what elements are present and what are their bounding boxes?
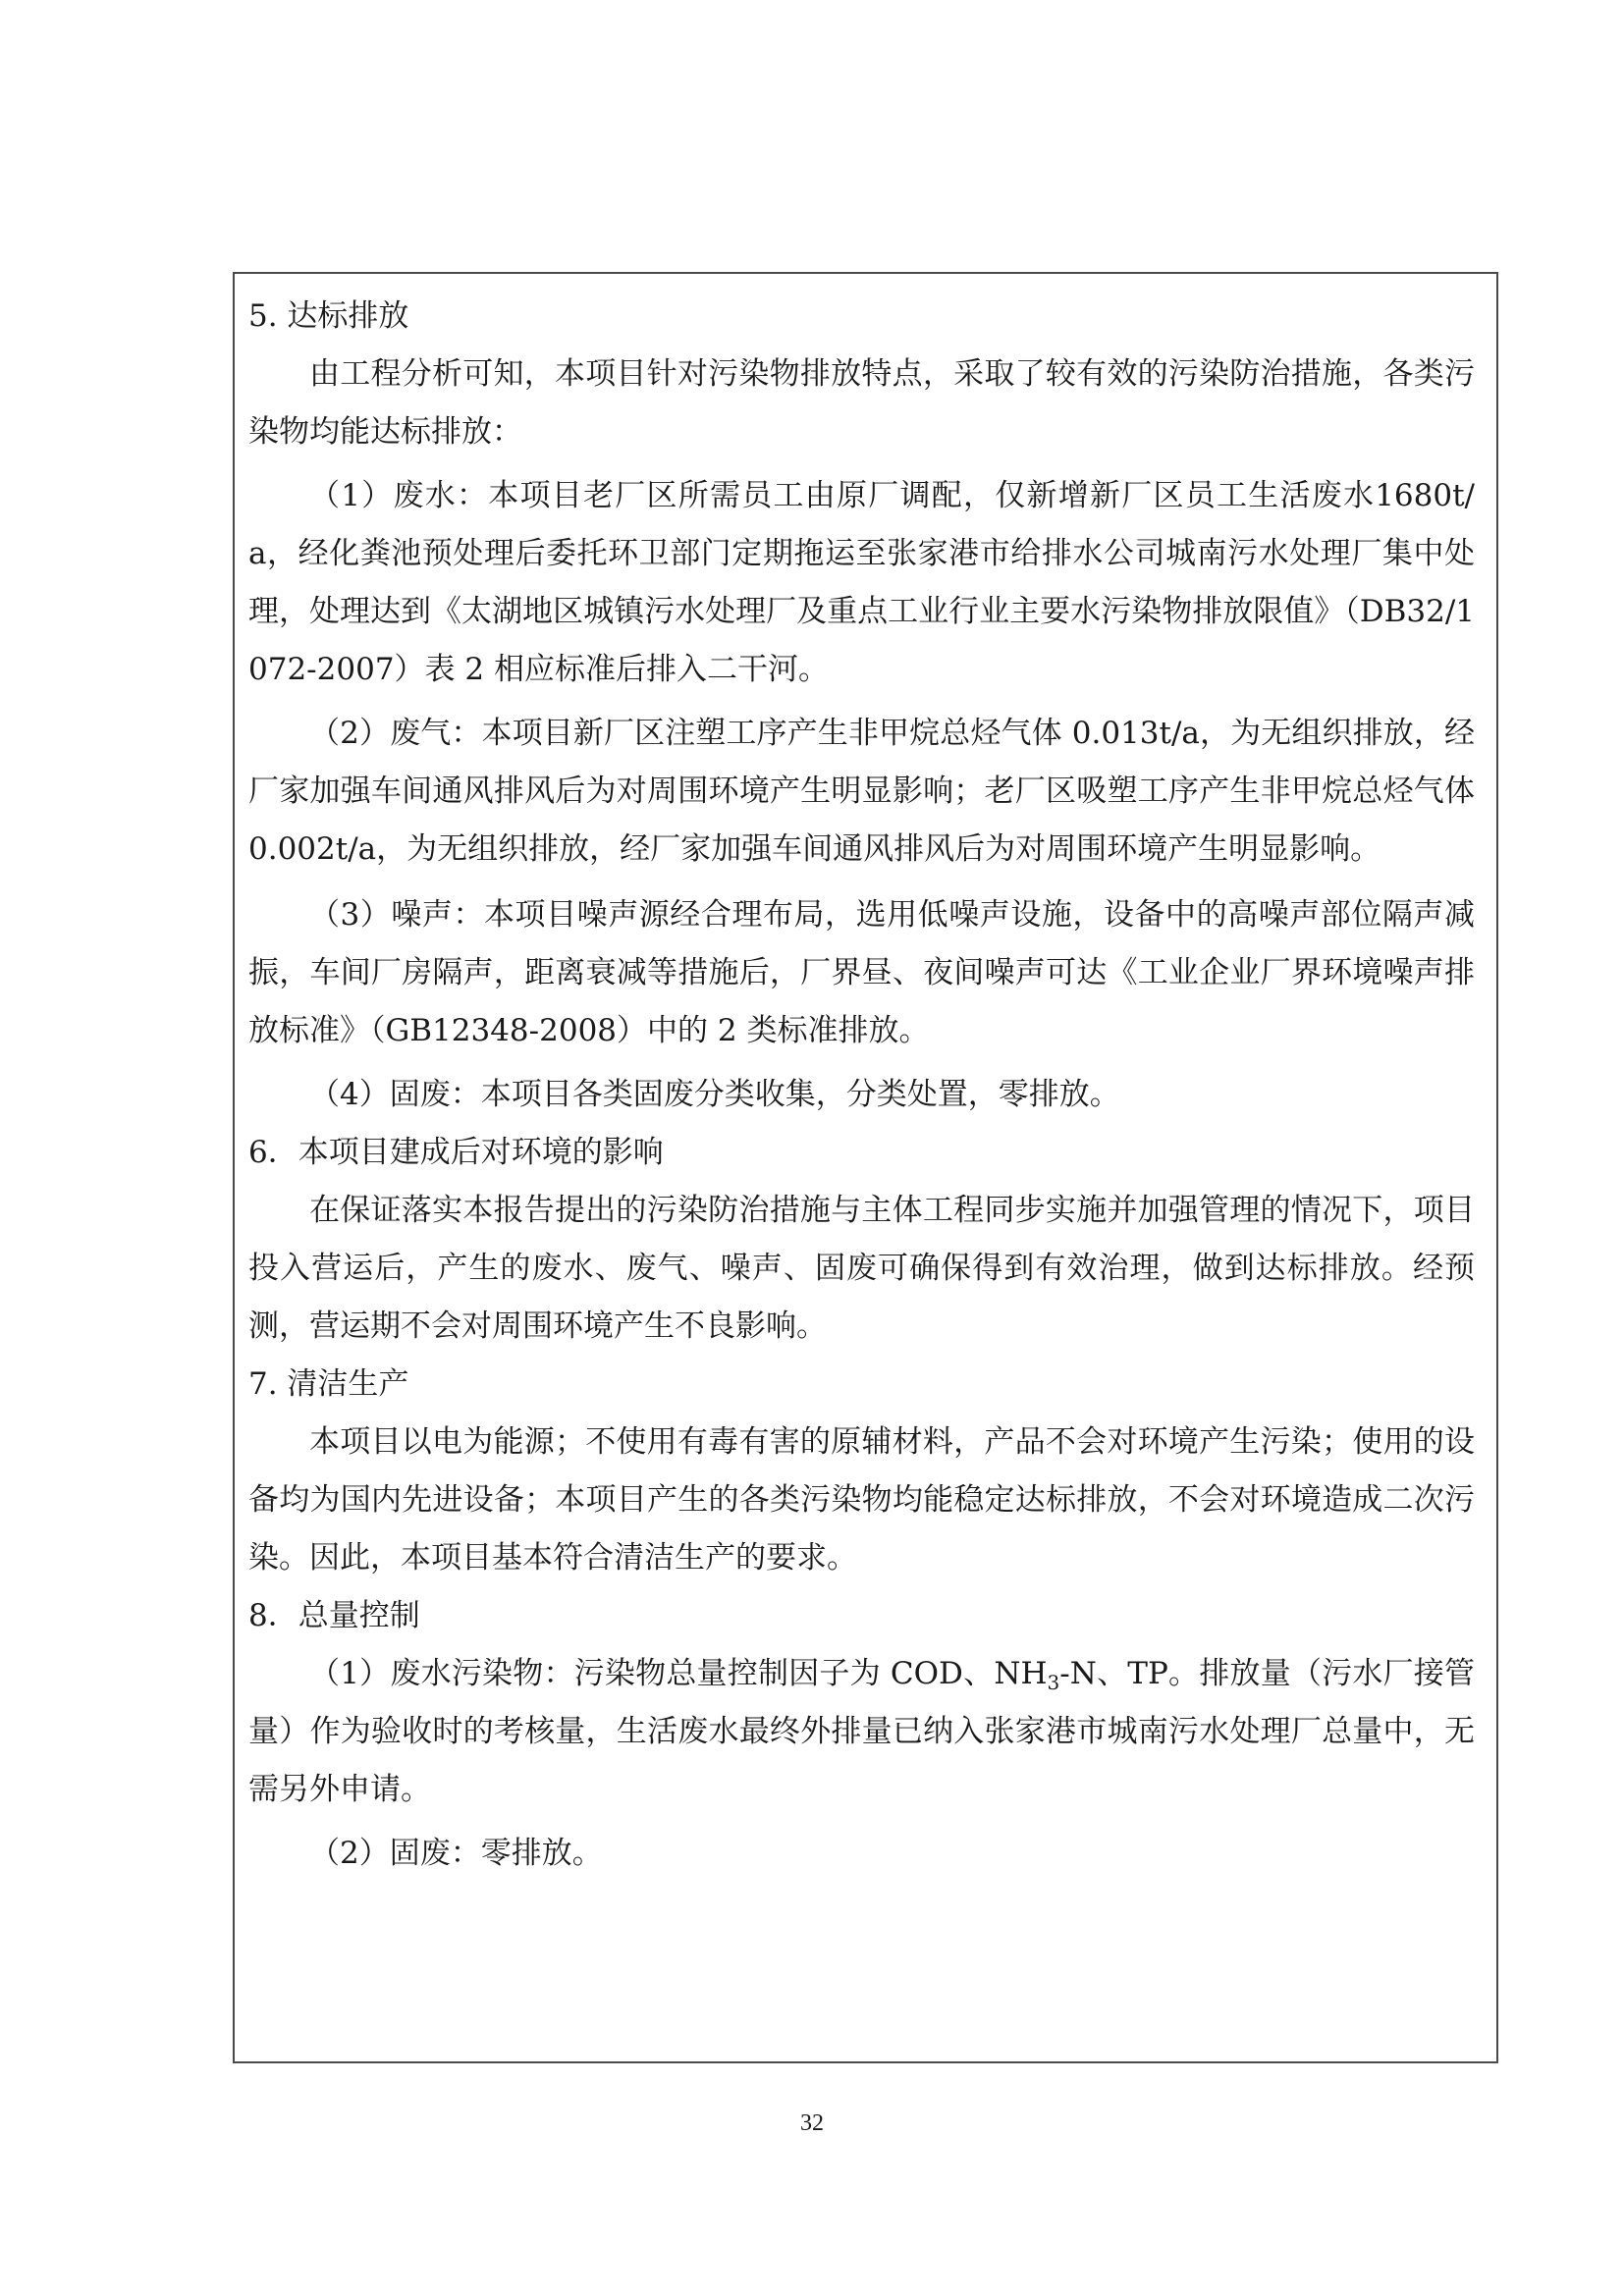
section-5-wastewater: （1）废水：本项目老厂区所需员工由原厂调配，仅新增新厂区员工生活废水1680t/a，经化粪池预处理后委托环卫部门定期拖运至张家港市给排水公司城南污水处理厂集中处理，处理达到《太湖地区城镇污水处理厂及重点工业行业主要水污染物排放限值》（DB32/1072-2007）表 2 相应标准后排入二干河。 <box>248 478 1475 687</box>
section-7-heading: 7. 清洁生产 <box>248 1366 409 1402</box>
section-8-wastewater-subscript: 3 <box>1047 1671 1060 1694</box>
section-5-noise: （3）噪声：本项目噪声源经合理布局，选用低噪声设施，设备中的高噪声部位隔声减振，车间厂房隔声，距离衰减等措施后，厂界昼、夜间噪声可达《工业企业厂界环境噪声排放标准》（GB12348-2008）中的 2 类标准排放。 <box>248 897 1475 1048</box>
section-8-solid-waste: （2）固废：零排放。 <box>309 1836 603 1871</box>
section-5-intro: 由工程分析可知，本项目针对污染物排放特点，采取了较有效的污染防治措施，各类污染物均能达标排放： <box>248 356 1475 450</box>
section-7-body: 本项目以电为能源；不使用有毒有害的原辅材料，产品不会对环境产生污染；使用的设备均为国内先进设备；本项目产生的各类污染物均能稳定达标排放，不会对环境造成二次污染。因此，本项目基本符合清洁生产的要求。 <box>248 1424 1475 1575</box>
section-8-wastewater-text-a: （1）废水污染物：污染物总量控制因子为 COD、NH <box>309 1656 1048 1691</box>
section-8-wastewater-text-b: -N、TP。排放量（污水厂接管量）作为验收时的考核量，生活废水最终外排量已纳入张家港市城南污水处理厂总量中，无需另外申请。 <box>248 1656 1475 1807</box>
page-number: 32 <box>800 2110 824 2136</box>
content-frame <box>233 272 1498 2063</box>
section-8-wastewater <box>248 1645 1475 1819</box>
section-5-heading: 5. 达标排放 <box>248 298 409 334</box>
section-8-heading: 8．总量控制 <box>248 1598 420 1633</box>
section-5-exhaust-gas: （2）废气：本项目新厂区注塑工序产生非甲烷总烃气体 0.013t/a，为无组织排放，经厂家加强车间通风排风后为对周围环境产生明显影响；老厂区吸塑工序产生非甲烷总烃气体 0.002t/a，为无组织排放，经厂家加强车间通风排风后为对周围环境产生明显影响。 <box>248 716 1475 867</box>
section-5-solid-waste: （4）固废：本项目各类固废分类收集，分类处置，零排放。 <box>309 1077 1120 1112</box>
section-6-body: 在保证落实本报告提出的污染防治措施与主体工程同步实施并加强管理的情况下，项目投入营运后，产生的废水、废气、噪声、固废可确保得到有效治理，做到达标排放。经预测，营运期不会对周围环境产生不良影响。 <box>248 1193 1475 1344</box>
section-6-heading: 6．本项目建成后对环境的影响 <box>248 1135 664 1170</box>
